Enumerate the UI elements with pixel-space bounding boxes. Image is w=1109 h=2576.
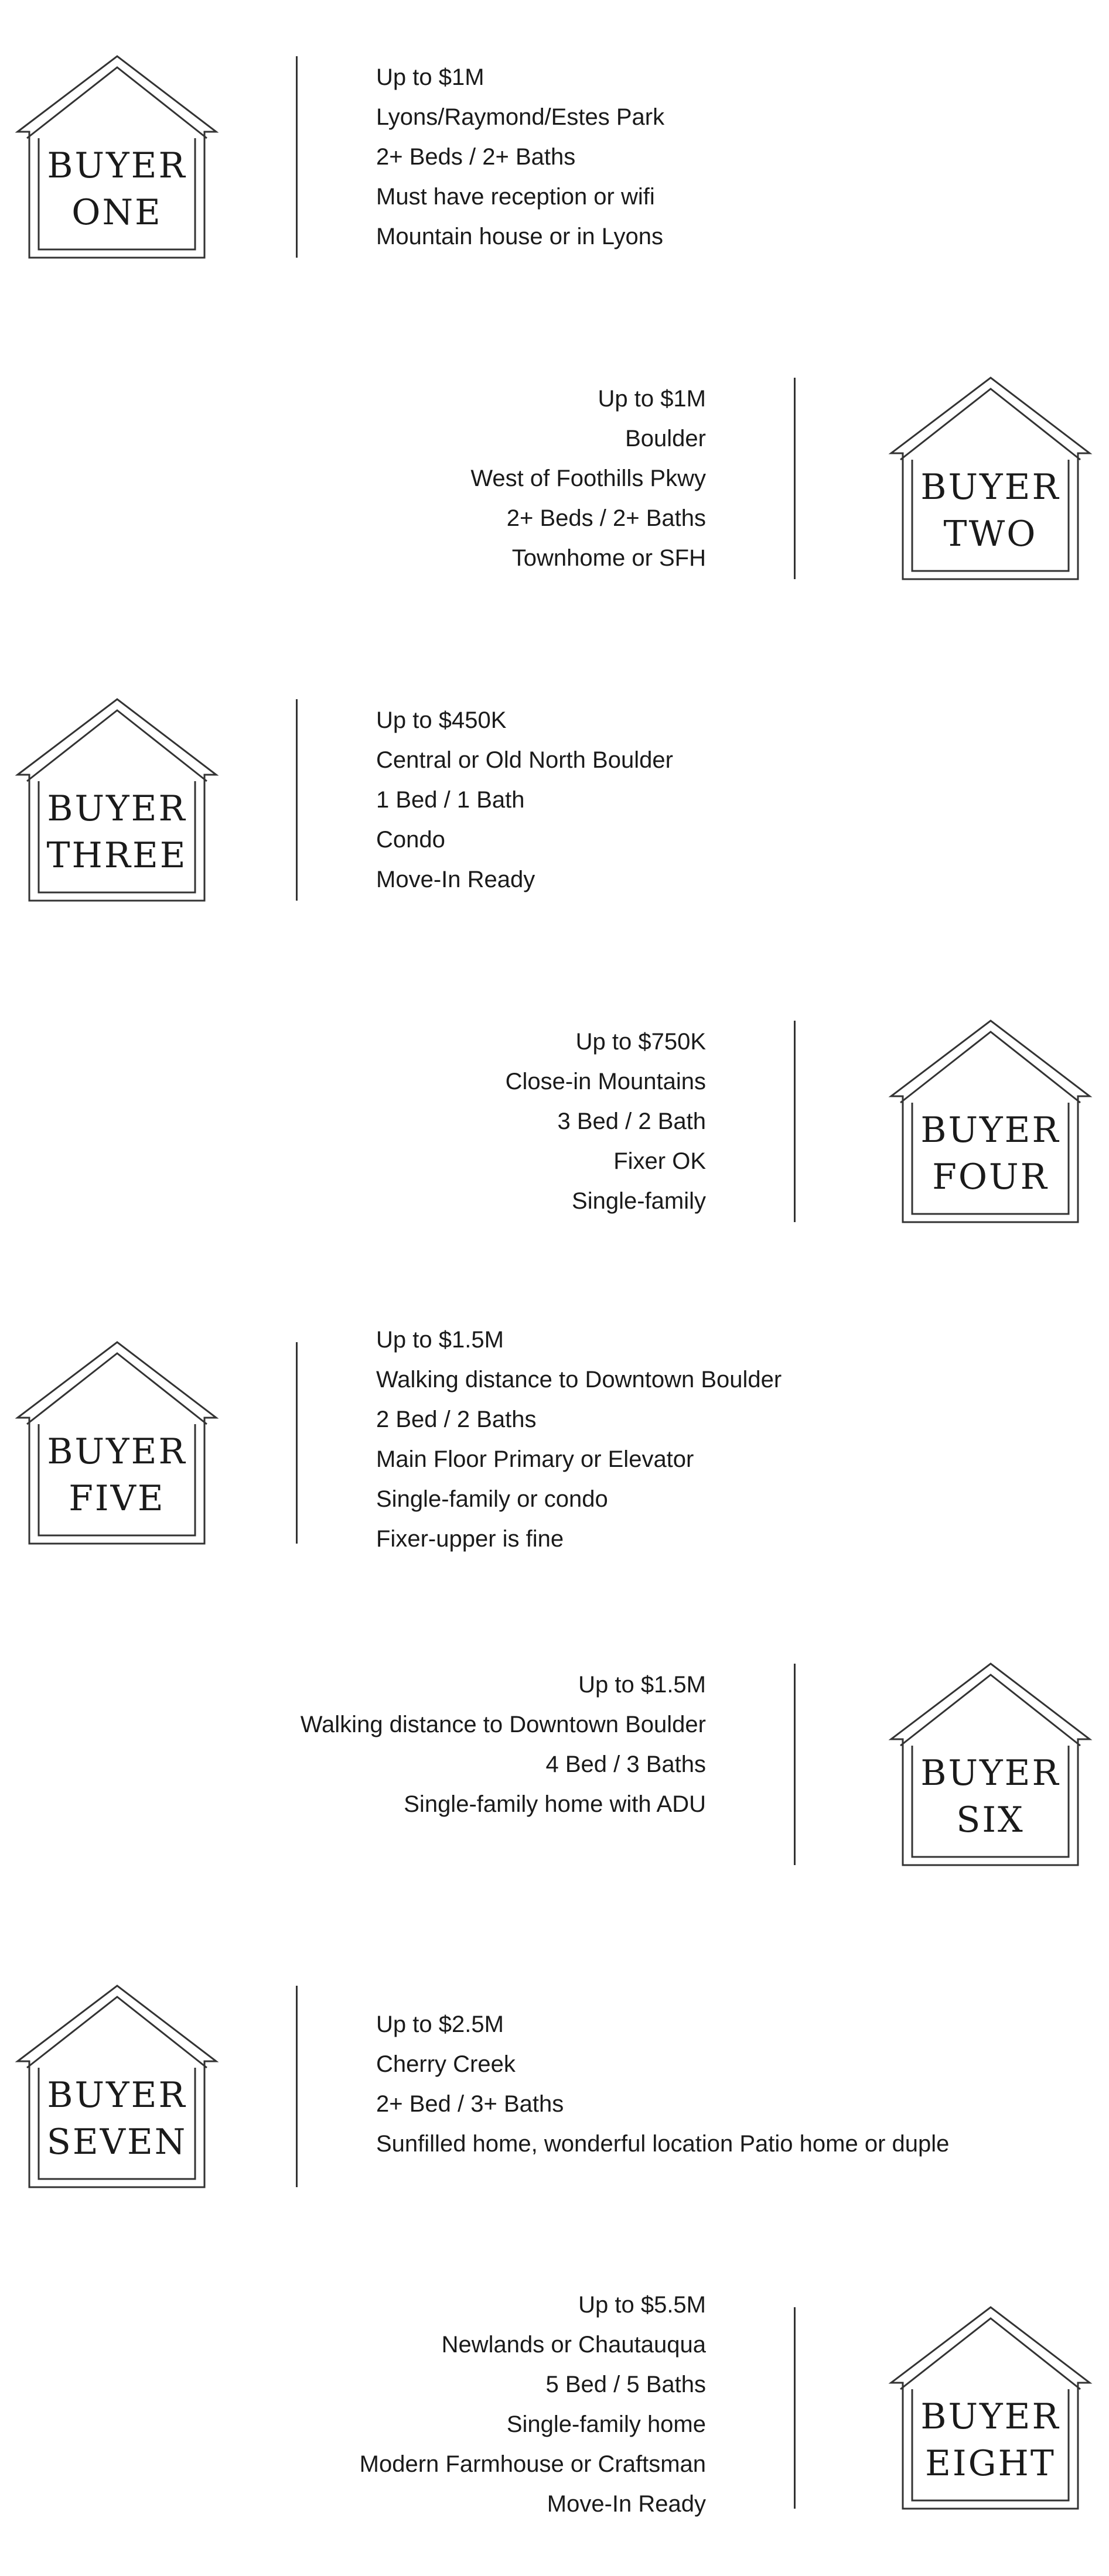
buyer-criteria-list <box>360 2285 706 2524</box>
criteria-item: Fixer OK <box>613 1148 706 1174</box>
criteria-item: Up to $750K <box>575 1029 706 1055</box>
criteria-item: Lyons/Raymond/Estes Park <box>376 104 665 130</box>
buyer-criteria-list <box>506 1022 706 1221</box>
vertical-divider <box>296 56 298 258</box>
buyer-one-card <box>0 52 1109 262</box>
criteria-item: Main Floor Primary or Elevator <box>376 1446 694 1472</box>
criteria-item: Townhome or SFH <box>511 545 706 571</box>
buyer-label-word1: BUYER <box>47 145 187 186</box>
criteria-item: Modern Farmhouse or Craftsman <box>359 2451 706 2477</box>
buyer-label-word1: BUYER <box>920 1753 1060 1794</box>
criteria-item: 2+ Beds / 2+ Baths <box>506 505 706 531</box>
house-icon <box>886 1659 1094 1870</box>
buyer-label-word2: FOUR <box>932 1157 1049 1198</box>
buyer-criteria-list <box>376 700 673 899</box>
buyer-criteria-list <box>376 57 664 256</box>
criteria-item: Must have reception or wifi <box>376 184 655 210</box>
criteria-item: Move-In Ready <box>547 2491 706 2517</box>
buyer-criteria-list <box>470 379 706 578</box>
buyer-four-card <box>0 1016 1109 1227</box>
criteria-item: Up to $450K <box>376 707 507 733</box>
criteria-item: Walking distance to Downtown Boulder <box>300 1712 706 1737</box>
buyer-label-word2: TWO <box>943 514 1038 555</box>
vertical-divider <box>296 1342 298 1544</box>
buyer-label-word2: THREE <box>46 835 187 876</box>
buyer-two-card <box>0 373 1109 584</box>
criteria-item: Sunfilled home, wonderful location Patio home or duple <box>376 2131 950 2157</box>
criteria-item: Boulder <box>625 426 706 451</box>
criteria-item: Move-In Ready <box>376 867 535 892</box>
criteria-item: Cherry Creek <box>376 2051 516 2077</box>
buyer-six-card <box>0 1659 1109 1870</box>
criteria-item: Condo <box>376 827 445 853</box>
buyer-three-card <box>0 695 1109 905</box>
criteria-item: Single-family or condo <box>376 1486 608 1512</box>
vertical-divider <box>794 378 796 579</box>
buyer-label-word2: SIX <box>956 1800 1025 1841</box>
buyer-criteria-list <box>301 1665 706 1824</box>
criteria-item: Close-in Mountains <box>505 1069 706 1094</box>
criteria-item: 2+ Bed / 3+ Baths <box>376 2091 564 2117</box>
criteria-item: Single-family <box>572 1188 706 1214</box>
criteria-item: Up to $5.5M <box>578 2292 706 2318</box>
buyer-label-word1: BUYER <box>920 467 1060 508</box>
criteria-item: Walking distance to Downtown Boulder <box>376 1367 782 1393</box>
criteria-item: Up to $2.5M <box>376 2011 504 2037</box>
house-icon <box>886 373 1094 584</box>
criteria-item: 2 Bed / 2 Baths <box>376 1407 537 1432</box>
buyer-label-word2: ONE <box>71 192 162 233</box>
buyer-label-word1: BUYER <box>47 2075 187 2116</box>
criteria-item: Mountain house or in Lyons <box>376 224 663 249</box>
criteria-item: 1 Bed / 1 Bath <box>376 787 525 813</box>
vertical-divider <box>296 699 298 901</box>
buyer-label-word2: FIVE <box>69 1478 165 1519</box>
criteria-item: Newlands or Chautauqua <box>441 2332 706 2358</box>
criteria-item: Up to $1.5M <box>578 1672 706 1698</box>
buyer-label-word2: EIGHT <box>925 2443 1056 2484</box>
house-icon <box>13 52 221 262</box>
vertical-divider <box>296 1986 298 2187</box>
house-icon <box>886 1016 1094 1227</box>
buyer-label-word1: BUYER <box>920 2396 1060 2437</box>
house-icon <box>13 695 221 905</box>
criteria-item: West of Foothills Pkwy <box>470 466 706 491</box>
criteria-item: Single-family home with ADU <box>404 1791 706 1817</box>
criteria-item: Single-family home <box>506 2411 706 2437</box>
criteria-item: 2+ Beds / 2+ Baths <box>376 144 576 170</box>
criteria-item: Up to $1M <box>376 64 484 90</box>
house-icon <box>13 1981 221 2192</box>
buyer-label-word2: SEVEN <box>46 2122 187 2163</box>
house-icon <box>13 1337 221 1548</box>
vertical-divider <box>794 1664 796 1865</box>
buyer-seven-card <box>0 1981 1109 2192</box>
buyer-label-word1: BUYER <box>47 788 187 829</box>
criteria-item: Central or Old North Boulder <box>376 747 673 773</box>
criteria-item: Fixer-upper is fine <box>376 1526 564 1552</box>
buyer-criteria-list <box>376 1320 782 1559</box>
criteria-item: 3 Bed / 2 Bath <box>557 1109 706 1134</box>
criteria-item: 4 Bed / 3 Baths <box>545 1751 706 1777</box>
vertical-divider <box>794 1021 796 1222</box>
buyer-five-card <box>0 1327 1109 1552</box>
criteria-item: Up to $1.5M <box>376 1327 504 1353</box>
criteria-item: Up to $1M <box>598 386 706 412</box>
buyer-label-word1: BUYER <box>47 1431 187 1472</box>
vertical-divider <box>794 2307 796 2509</box>
criteria-item: 5 Bed / 5 Baths <box>545 2372 706 2397</box>
house-icon <box>886 2303 1094 2513</box>
buyer-eight-card <box>0 2292 1109 2517</box>
buyer-label-word1: BUYER <box>920 1110 1060 1151</box>
buyer-criteria-list <box>376 2004 949 2164</box>
